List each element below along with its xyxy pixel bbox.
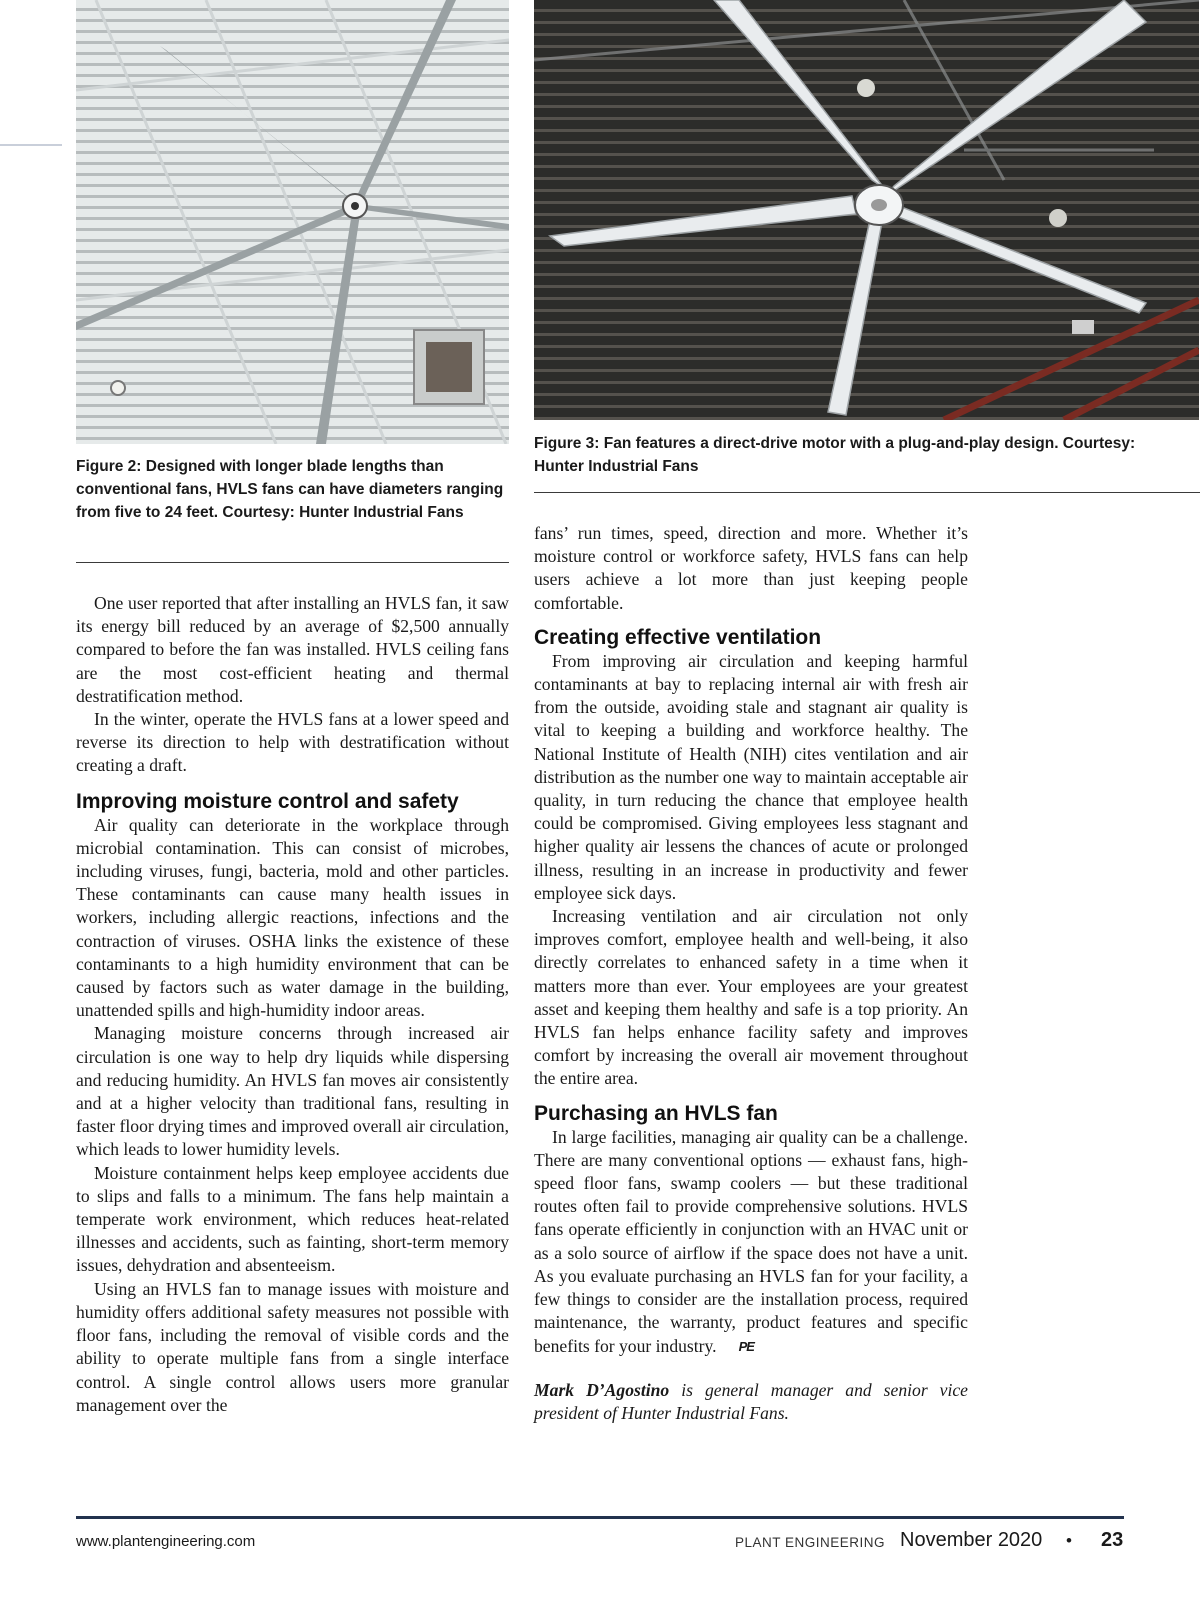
heading-purchasing: Purchasing an HVLS fan: [534, 1101, 778, 1125]
figure-2-photo: [76, 0, 509, 444]
footer-url: www.plantengineering.com: [76, 1533, 256, 1550]
figure-3-photo: [534, 0, 1199, 420]
article-column-left: [76, 592, 509, 1417]
caption-divider-right: [534, 492, 1200, 493]
footer-bullet: •: [1066, 1531, 1072, 1550]
paragraph-air-quality: Air quality can deteriorate in the workplace through microbial contamination. This can consist of microbes, including viruses, fungi, bacteria, mold and other particles. These contaminants can cause many health issues in workers, including allergic reactions, infections and the contraction of viruses. OSHA links the existence of these contaminants to a high humidity environment that can be caused by factors such as water damage in the building, unattended spills and high-humidity indoor areas.: [76, 814, 509, 1021]
pe-end-mark-icon: PE: [738, 1338, 754, 1354]
author-description: is general manager and senior vice president of Hunter Industrial Fans.: [534, 1379, 968, 1423]
heading-ventilation: Creating effective ventilation: [534, 625, 822, 649]
footer-page-number: 23: [1101, 1529, 1124, 1551]
paragraph-ventilation: From improving air circulation and keeping harmful contaminants at bay to replacing internal air with fresh air from the outside, avoiding stale and stagnant air quality is vital to keeping a building and workforce healthy. The National Institute of Health (NIH) cites ventilation and air distribution as the number one way to maintain acceptable air quality, in turn reducing the chance that employee health could be compromised. Giving employees less stagnant and higher quality air lessens the chances of acute or prolonged illness, resulting in an increase in productivity and fewer employee sick days.: [534, 650, 968, 903]
author-name: Mark D’Agostino: [534, 1379, 670, 1400]
article-column-right: [534, 522, 968, 1425]
paragraph-energy-savings: One user reported that after installing an HVLS fan, it saw its energy bill reduced by an average of $2,500 annually compared to before the fan was installed. HVLS ceiling fans are the most cost-efficient heating and thermal destratification method.: [76, 593, 509, 706]
paragraph-safety-measures: Using an HVLS fan to manage issues with moisture and humidity offers additional safety measures not possible with floor fans, including the removal of visible cords and the ability to operate multiple fans from a single interface control. A single control allows users more granular management over the: [76, 1278, 509, 1415]
fan-ceiling-dark-image: [534, 0, 1199, 420]
paragraph-managing-moisture: Managing moisture concerns through increased air circulation is one way to help dry liquids while dispersing and reducing humidity. An HVLS fan moves air consistently and at a higher velocity than traditional fans, resulting in faster floor drying times and improved overall air circulation, which leads to lower humidity levels.: [76, 1023, 509, 1160]
paragraph-winter-operation: In the winter, operate the HVLS fans at a lower speed and reverse its direction to help with destratification without creating a draft.: [76, 709, 509, 776]
paragraph-comfort-safety: Increasing ventilation and air circulation not only improves comfort, employee health and well-being, it also directly correlates to enhanced safety in a time when it matters more than ever. Your employees are your greatest asset and keeping them healthy and safe is a top priority. An HVLS fan helps enhance facility safety and improves comfort by increasing the overall air movement throughout the entire area.: [534, 906, 968, 1089]
footer-rule: [76, 1516, 1124, 1519]
purchasing-text: In large facilities, managing air quality can be a challenge. There are many conventional options — exhaust fans, high-speed floor fans, swamp coolers — but these traditional routes often fail to provide comprehensive solutions. HVLS fans operate efficiently in conjunction with an HVAC unit or as a solo source of airflow if the space does not have a unit. As you evaluate purchasing an HVLS fan for your facility, a few things to consider are the installation process, required maintenance, the warranty, product features and specific benefits for your industry.: [534, 1126, 968, 1356]
footer-magazine-name: PLANT ENGINEERING: [735, 1535, 886, 1550]
paragraph-moisture-containment: Moisture containment helps keep employee accidents due to slips and falls to a minimum. The fans help maintain a temperate work environment, which reduces heat-related illnesses and accidents, such as fainting, short-term memory issues, dehydration and absenteeism.: [76, 1162, 509, 1276]
figure-2-caption: Figure 2: Designed with longer blade lengths than conventional fans, HVLS fans can have diameters ranging from five to 24 feet. Courtesy: Hunter Industrial Fans: [76, 458, 504, 521]
caption-divider-left: [76, 562, 509, 563]
margin-rule: [0, 144, 62, 146]
author-bio: [534, 1379, 968, 1425]
paragraph-continuation: fans’ run times, speed, direction and more. Whether it’s moisture control or workforce safety, HVLS fans can help users achieve a lot more than just keeping people comfortable.: [534, 523, 968, 613]
fan-ceiling-light-image: [76, 0, 509, 444]
figure-3-caption: Figure 3: Fan features a direct-drive motor with a plug-and-play design. Courtesy: Hunter Industrial Fans: [534, 435, 1136, 475]
footer-issue-date: November 2020: [900, 1529, 1043, 1551]
heading-moisture-control: Improving moisture control and safety: [76, 789, 459, 813]
paragraph-purchasing: [534, 1126, 968, 1358]
